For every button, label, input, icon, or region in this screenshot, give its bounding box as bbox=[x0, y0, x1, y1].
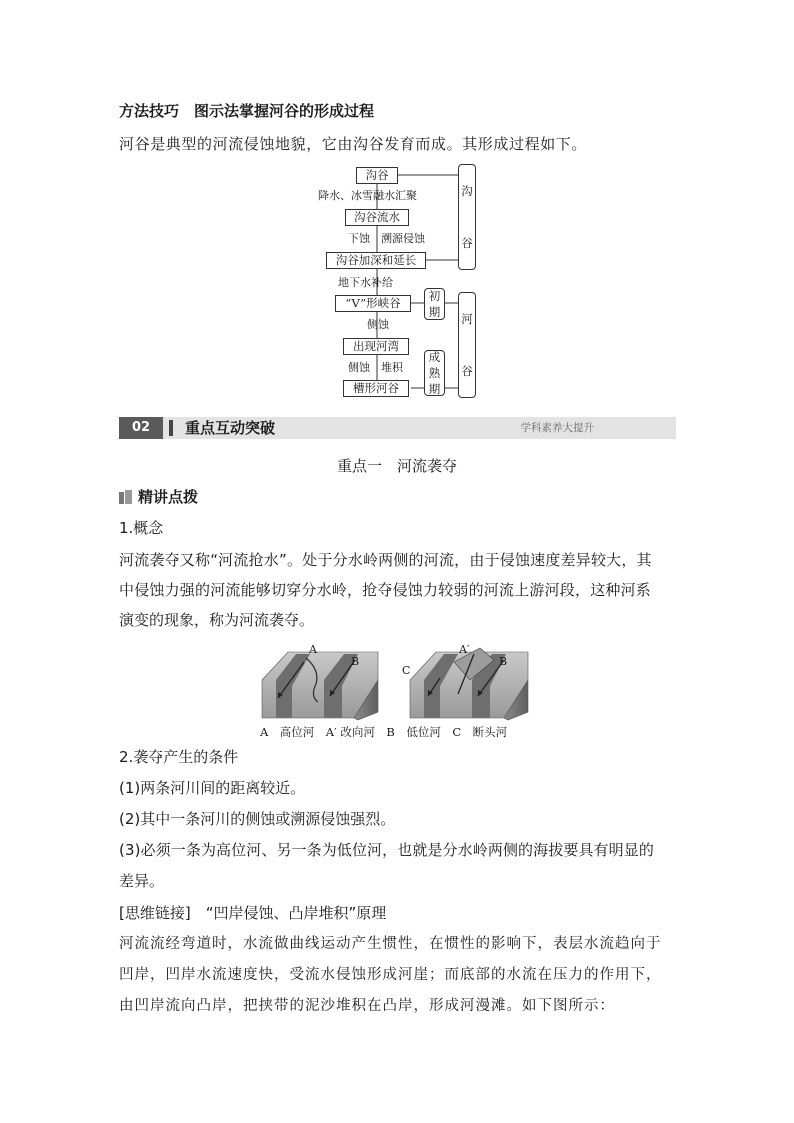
thinking-line-1: 河流流经弯道时，水流做曲线运动产生惯性，在惯性的影响下，表层水流趋向于 bbox=[119, 936, 662, 952]
conditions-heading: 2.袭夺产生的条件 bbox=[119, 748, 239, 766]
side-gully-char-2: 谷 bbox=[461, 236, 473, 250]
side-early-char-2: 期 bbox=[428, 305, 441, 319]
section-banner bbox=[119, 417, 676, 439]
side-mature-char-3: 期 bbox=[428, 382, 441, 396]
side-box-valley bbox=[458, 292, 476, 398]
flow-box-v-gorge: “V”形峡谷 bbox=[335, 295, 411, 312]
section-tagline: 学科素养大提升 bbox=[520, 422, 594, 434]
fig-label-c: C bbox=[402, 664, 411, 677]
thinking-line-3: 由凹岸流向凸岸，把挟带的泥沙堆积在凸岸，形成河漫滩。如下图所示： bbox=[119, 998, 615, 1014]
condition-3-cont: 差异。 bbox=[119, 872, 165, 890]
side-valley-char-1: 河 bbox=[461, 312, 473, 326]
side-gully-char-1: 沟 bbox=[461, 184, 473, 198]
flow-box-gully: 沟谷 bbox=[356, 167, 398, 184]
block-after-capture bbox=[410, 648, 528, 720]
focus-title: 重点一 河流袭夺 bbox=[336, 457, 457, 475]
flow-label-3: 地下水补给 bbox=[338, 276, 393, 289]
fig-label-a: A bbox=[309, 643, 317, 656]
thinking-line-2: 凹岸，凹岸水流速度快，受流水侵蚀形成河崖；而底部的水流在压力的作用下， bbox=[119, 967, 662, 983]
river-capture-figure bbox=[258, 640, 538, 722]
concept-line-3: 演变的现象，称为河流袭夺。 bbox=[119, 611, 315, 629]
flow-label-1: 降水、冰雪融水汇聚 bbox=[318, 189, 417, 202]
figure-caption: A 高位河 A′ 改向河 B 低位河 C 断头河 bbox=[260, 725, 508, 739]
side-box-gully bbox=[458, 164, 476, 270]
fig-label-b-right: B bbox=[499, 655, 508, 668]
flow-box-deepen: 沟谷加深和延长 bbox=[326, 252, 426, 269]
concept-line-1: 河流袭夺又称“河流抢水”。处于分水岭两侧的河流，由于侵蚀速度差异较大，其 bbox=[119, 551, 652, 569]
concept-line-2: 中侵蚀力强的河流能够切穿分水岭，抢夺侵蚀力较弱的河流上游河段，这种河系 bbox=[119, 581, 652, 599]
bar-chart-icon bbox=[119, 490, 133, 504]
condition-1: (1)两条河川间的距离较近。 bbox=[119, 779, 306, 797]
fig-label-b: B bbox=[351, 655, 360, 668]
section-title: 重点互动突破 bbox=[185, 419, 276, 437]
section-divider bbox=[169, 420, 173, 436]
side-box-mature bbox=[424, 350, 445, 396]
flow-box-gully-water: 沟谷流水 bbox=[345, 209, 409, 226]
method-heading: 方法技巧 图示法掌握河谷的形成过程 bbox=[119, 102, 375, 120]
side-early-char-1: 初 bbox=[428, 289, 441, 303]
condition-3: (3)必须一条为高位河、另一条为低位河，也就是分水岭两侧的海拔要具有明显的 bbox=[119, 841, 654, 859]
method-intro: 河谷是典型的河流侵蚀地貌，它由沟谷发育而成。其形成过程如下。 bbox=[119, 135, 588, 153]
flow-label-4: 侧蚀 bbox=[367, 318, 389, 331]
flow-label-2: 下蚀 溯源侵蚀 bbox=[348, 232, 425, 245]
side-valley-char-2: 谷 bbox=[461, 364, 473, 378]
subhead: 精讲点拨 bbox=[138, 488, 199, 506]
flow-box-meander: 出现河湾 bbox=[343, 338, 409, 355]
flow-box-trough: 槽形河谷 bbox=[343, 380, 409, 397]
side-box-early bbox=[424, 288, 445, 320]
fig-label-a-prime: A′ bbox=[459, 643, 470, 656]
block-before-capture bbox=[262, 652, 378, 720]
side-mature-char-2: 熟 bbox=[428, 366, 441, 380]
condition-2: (2)其中一条河川的侧蚀或溯源侵蚀强烈。 bbox=[119, 810, 396, 828]
flow-label-5: 侧蚀 堆积 bbox=[348, 361, 403, 374]
thinking-heading: [思维链接] “凹岸侵蚀、凸岸堆积”原理 bbox=[119, 904, 387, 922]
concept-heading: 1.概念 bbox=[119, 519, 164, 537]
side-mature-char-1: 成 bbox=[428, 350, 441, 364]
section-number: 02 bbox=[119, 417, 163, 439]
